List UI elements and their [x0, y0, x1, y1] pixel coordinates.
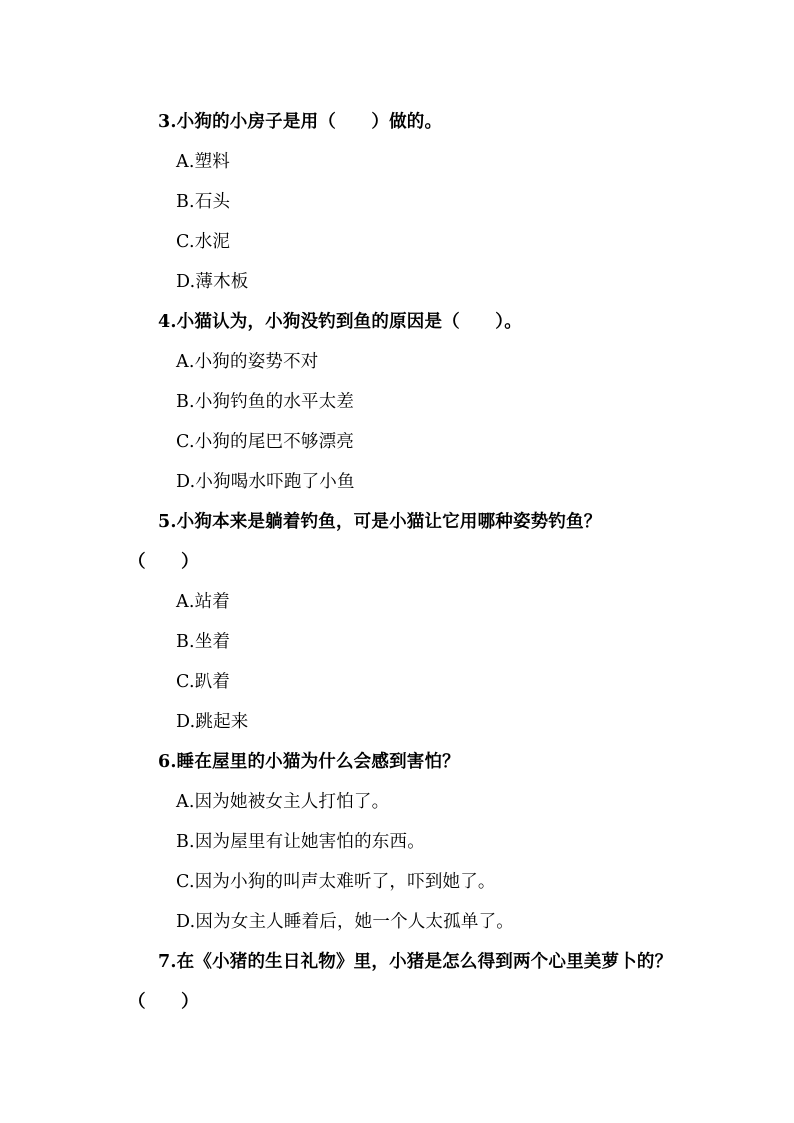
- question-4: 4.小猫认为，小狗没钓到鱼的原因是（ ）。: [158, 312, 522, 332]
- question-4-option-c: C.小狗的尾巴不够漂亮: [176, 432, 355, 452]
- question-6-option-d: D.因为女主人睡着后，她一个人太孤单了。: [176, 912, 514, 932]
- question-4-option-b: B.小狗钓鱼的水平太差: [176, 392, 355, 412]
- question-5-option-b: B.坐着: [176, 632, 231, 652]
- question-5-option-c: C.趴着: [176, 672, 231, 692]
- question-6-option-c: C.因为小狗的叫声太难听了，吓到她了。: [176, 872, 496, 892]
- question-5: 5.小狗本来是躺着钓鱼，可是小猫让它用哪种姿势钓鱼？: [158, 512, 602, 532]
- question-3: 3.小狗的小房子是用（ ）做的。: [158, 112, 443, 132]
- question-5-option-d: D.跳起来: [176, 712, 249, 732]
- question-3-option-c: C.水泥: [176, 232, 231, 252]
- question-4-option-d: D.小狗喝水吓跑了小鱼: [176, 472, 355, 492]
- question-6-option-b: B.因为屋里有让她害怕的东西。: [176, 832, 425, 852]
- question-5-option-a: A.站着: [176, 592, 231, 612]
- question-5-answer-blank: （ ）: [128, 552, 199, 572]
- question-6: 6.睡在屋里的小猫为什么会感到害怕？: [158, 752, 460, 772]
- question-3-option-b: B.石头: [176, 192, 231, 212]
- question-7-answer-blank: （ ）: [128, 992, 199, 1012]
- question-3-option-d: D.薄木板: [176, 272, 249, 292]
- question-7: 7.在《小猪的生日礼物》里，小猪是怎么得到两个心里美萝卜的？: [158, 952, 673, 972]
- question-6-option-a: A.因为她被女主人打怕了。: [176, 792, 390, 812]
- question-4-option-a: A.小狗的姿势不对: [176, 352, 319, 372]
- question-3-option-a: A.塑料: [176, 152, 231, 172]
